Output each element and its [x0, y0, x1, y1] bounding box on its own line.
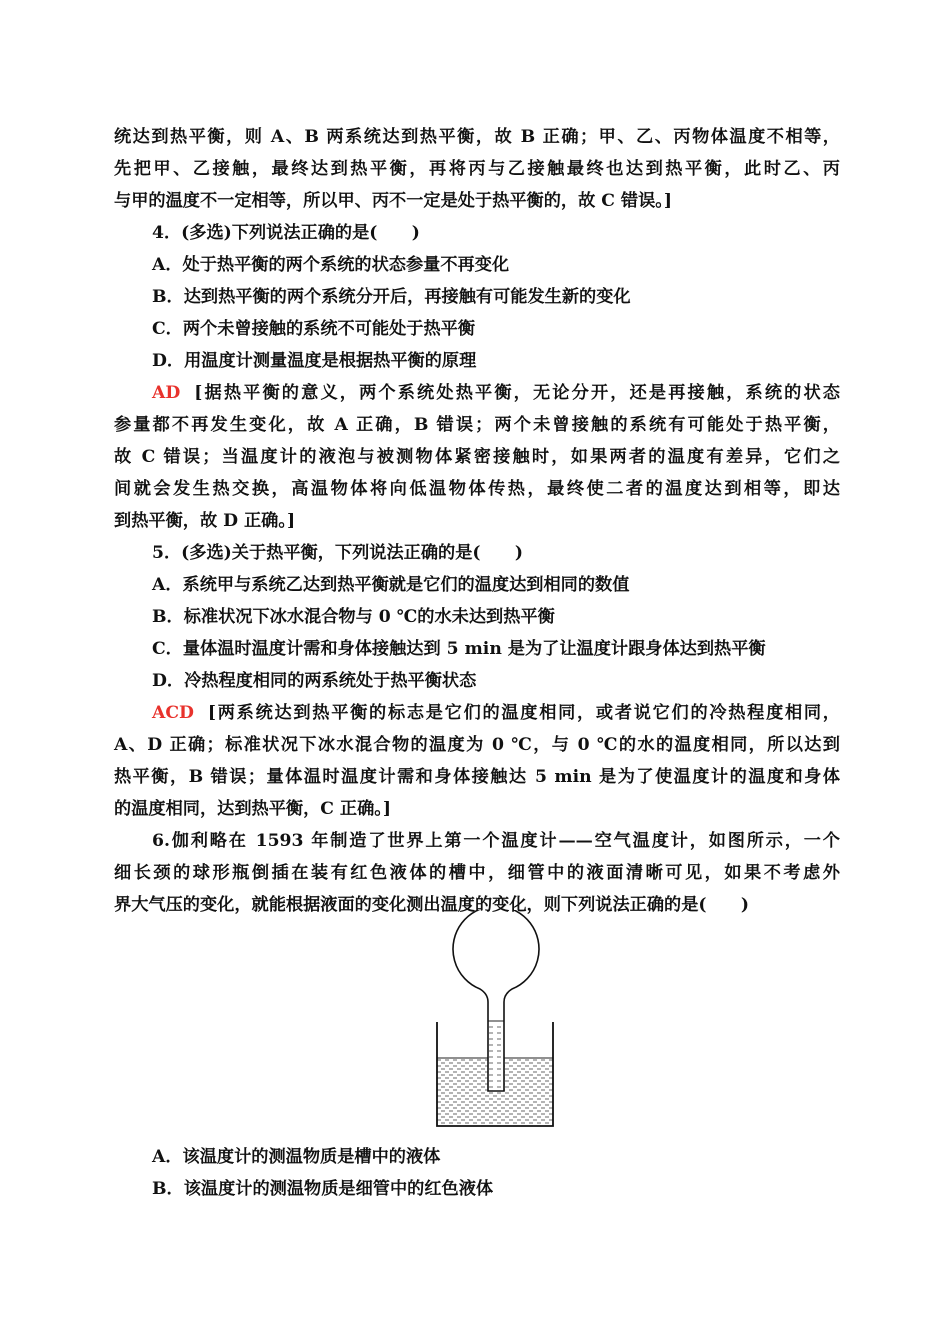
text-line: A、D 正确；标准状况下冰水混合物的温度为 0 ℃，与 0 ℃的水的温度相同，所以达到 [114, 735, 840, 755]
question-6-option-a: A．该温度计的测温物质是槽中的液体 [152, 1147, 441, 1167]
text-line: 参量都不再发生变化，故 A 正确，B 错误；两个未曾接触的系统有可能处于热平衡， [114, 415, 840, 435]
question-5-option-d: D．冷热程度相同的两系统处于热平衡状态 [152, 671, 477, 691]
question-5-option-c: C．量体温时温度计需和身体接触达到 5 min 是为了让温度计跟身体达到热平衡 [152, 639, 766, 659]
text-line: 热平衡，B 错误；量体温时温度计需和身体接触达 5 min 是为了使温度计的温度和身体 [114, 767, 840, 787]
question-5-explanation [152, 701, 840, 725]
question-4-option-d: D．用温度计测量温度是根据热平衡的原理 [152, 351, 477, 371]
text-line: 与甲的温度不一定相等，所以甲、丙不一定是处于热平衡的，故 C 错误。] [114, 191, 672, 211]
question-6-option-b: B．该温度计的测温物质是细管中的红色液体 [152, 1179, 494, 1199]
explanation-text: [据热平衡的意义，两个系统处热平衡，无论分开，还是再接触，系统的状态 [194, 383, 840, 403]
tube-liquid [488, 1021, 504, 1091]
text-line: 细长颈的球形瓶倒插在装有红色液体的槽中，细管中的液面清晰可见，如果不考虑外 [114, 863, 840, 883]
text-line: 间就会发生热交换，高温物体将向低温物体传热，最终使二者的温度达到相等，即达 [114, 479, 840, 499]
question-4-option-c: C．两个未曾接触的系统不可能处于热平衡 [152, 319, 476, 339]
question-6-stem: 6.伽利略在 1593 年制造了世界上第一个温度计——空气温度计，如图所示，一个 [152, 831, 840, 851]
question-4-answer: AD [152, 383, 181, 403]
explanation-text: [两系统达到热平衡的标志是它们的温度相同，或者说它们的冷热程度相同， [207, 703, 840, 723]
text-line: 先把甲、乙接触，最终达到热平衡，再将丙与乙接触最终也达到热平衡，此时乙、丙 [114, 159, 840, 179]
text-line: 故 C 错误；当温度计的液泡与被测物体紧密接触时，如果两者的温度有差异，它们之 [114, 447, 840, 467]
text-line: 的温度相同，达到热平衡，C 正确。] [114, 799, 392, 819]
question-4-explanation [152, 381, 840, 405]
text-line: 界大气压的变化，就能根据液面的变化测出温度的变化，则下列说法正确的是( ) [114, 895, 750, 915]
question-5-answer: ACD [152, 703, 194, 723]
question-5-option-b: B．标准状况下冰水混合物与 0 ℃的水未达到热平衡 [152, 607, 555, 627]
question-4-stem: 4．(多选)下列说法正确的是( ) [152, 223, 420, 243]
question-4-option-a: A．处于热平衡的两个系统的状态参量不再变化 [152, 255, 510, 275]
question-5-stem: 5．(多选)关于热平衡，下列说法正确的是( ) [152, 543, 524, 563]
text-line: 到热平衡，故 D 正确。] [114, 511, 296, 531]
question-5-option-a: A．系统甲与系统乙达到热平衡就是它们的温度达到相同的数值 [152, 575, 630, 595]
question-4-option-b: B．达到热平衡的两个系统分开后，再接触有可能发生新的变化 [152, 287, 631, 307]
text-line: 统达到热平衡，则 A、B 两系统达到热平衡，故 B 正确；甲、乙、丙物体温度不相等， [114, 127, 840, 147]
air-thermometer-figure [432, 910, 558, 1130]
